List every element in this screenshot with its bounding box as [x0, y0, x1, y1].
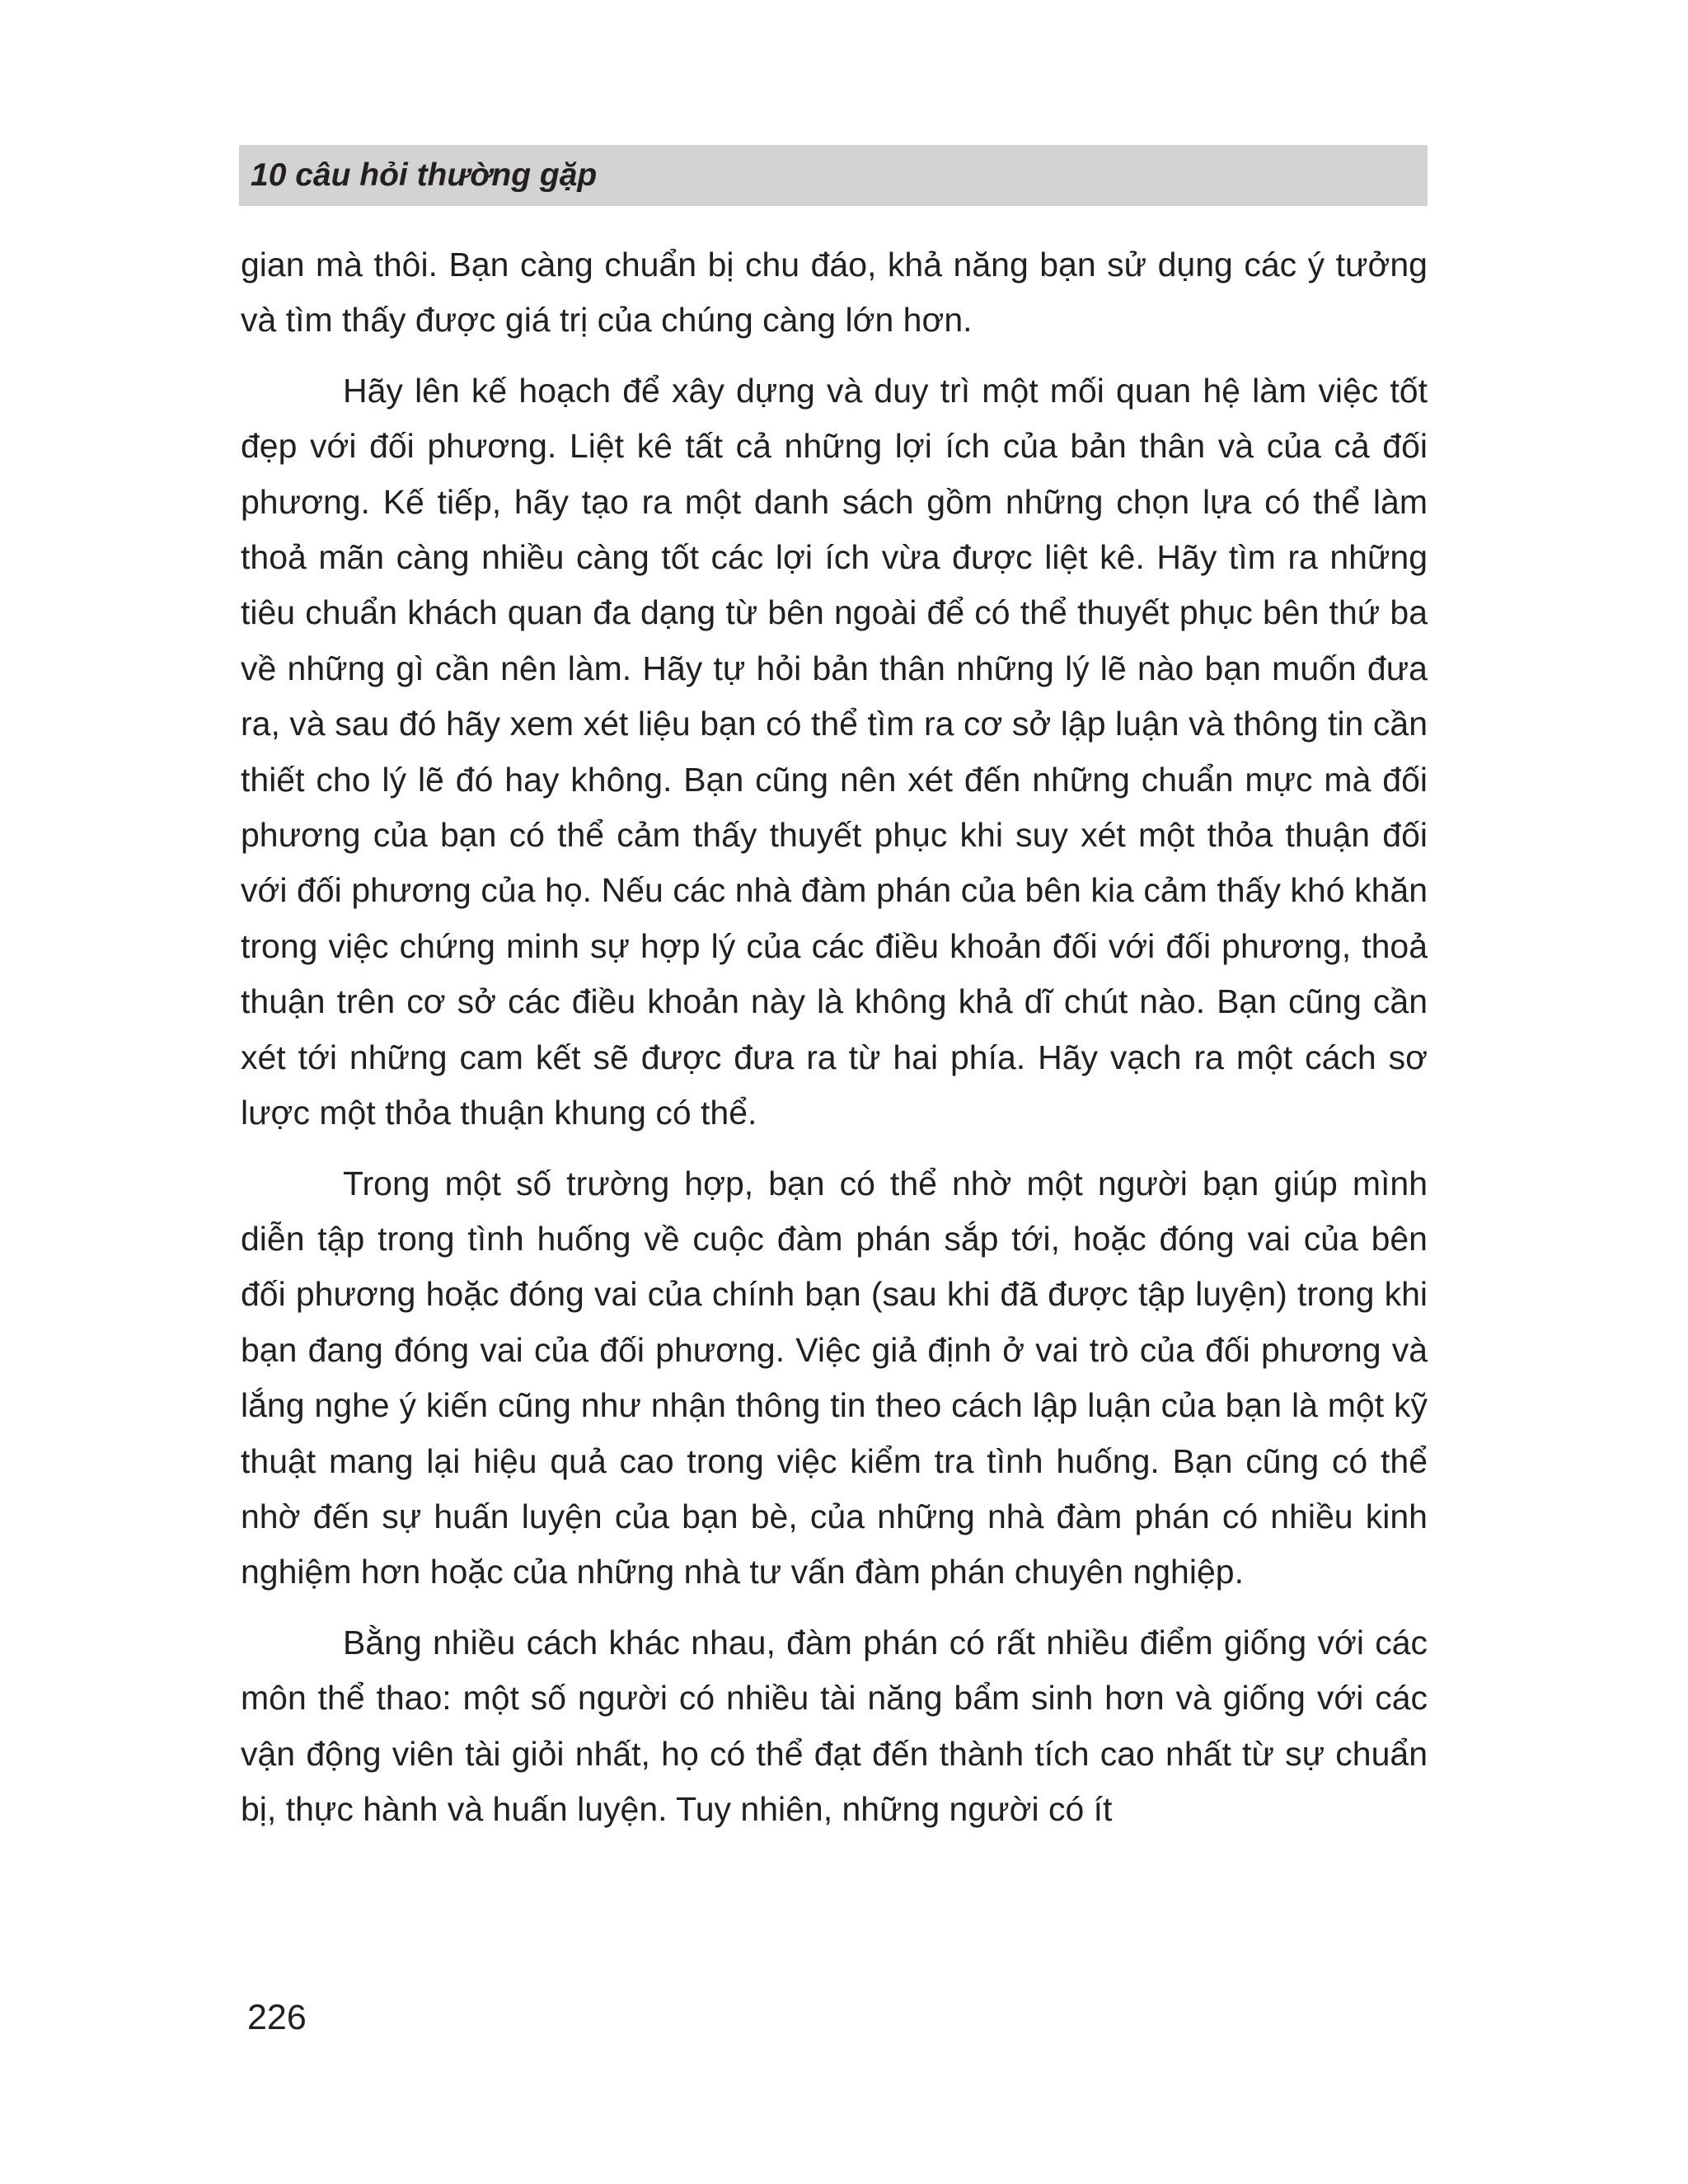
- paragraph-continuation: gian mà thôi. Bạn càng chuẩn bị chu đáo, khả năng bạn sử dụng các ý tưởng và tìm thấy được giá trị của chúng càng lớn hơn.: [241, 246, 1428, 340]
- body-text: [241, 237, 1428, 1837]
- running-header-title: 10 câu hỏi thường gặp: [251, 157, 598, 193]
- paragraph: Hãy lên kế hoạch để xây dựng và duy trì một mối quan hệ làm việc tốt đẹp với đối phương. Liệt kê tất cả những lợi ích của bản thân và của cả đối phương. Kế tiếp, hãy tạo ra một danh sách gồm những chọn lựa có thể làm thoả mãn càng nhiều càng tốt các lợi ích vừa được liệt kê. Hãy tìm ra những tiêu chuẩn khách quan đa dạng từ bên ngoài để có thể thuyết phục bên thứ ba về những gì cần nên làm. Hãy tự hỏi bản thân những lý lẽ nào bạn muốn đưa ra, và sau đó hãy xem xét liệu bạn có thể tìm ra cơ sở lập luận và thông tin cần thiết cho lý lẽ đó hay không. Bạn cũng nên xét đến những chuẩn mực mà đối phương của bạn có thể cảm thấy thuyết phục khi suy xét một thỏa thuận đối với đối phương của họ. Nếu các nhà đàm phán của bên kia cảm thấy khó khăn trong việc chứng minh sự hợp lý của các điều khoản đối với đối phương, thoả thuận trên cơ sở các điều khoản này là không khả dĩ chút nào. Bạn cũng cần xét tới những cam kết sẽ được đưa ra từ hai phía. Hãy vạch ra một cách sơ lược một thỏa thuận khung có thể.: [241, 371, 1428, 1132]
- page-number: 226: [247, 1998, 307, 2037]
- paragraph: Bằng nhiều cách khác nhau, đàm phán có rất nhiều điểm giống với các môn thể thao: một số người có nhiều tài năng bẩm sinh hơn và giống với các vận động viên tài giỏi nhất, họ có thể đạt đến thành tích cao nhất từ sự chuẩn bị, thực hành và huấn luyện. Tuy nhiên, những người có ít: [241, 1623, 1428, 1828]
- paragraph: Trong một số trường hợp, bạn có thể nhờ một người bạn giúp mình diễn tập trong tình huống về cuộc đàm phán sắp tới, hoặc đóng vai của bên đối phương hoặc đóng vai của chính bạn (sau khi đã được tập luyện) trong khi bạn đang đóng vai của đối phương. Việc giả định ở vai trò của đối phương và lắng nghe ý kiến cũng như nhận thông tin theo cách lập luận của bạn là một kỹ thuật mang lại hiệu quả cao trong việc kiểm tra tình huống. Bạn cũng có thể nhờ đến sự huấn luyện của bạn bè, của những nhà đàm phán có nhiều kinh nghiệm hơn hoặc của những nhà tư vấn đàm phán chuyên nghiệp.: [241, 1164, 1428, 1591]
- running-header-bar: [239, 145, 1428, 206]
